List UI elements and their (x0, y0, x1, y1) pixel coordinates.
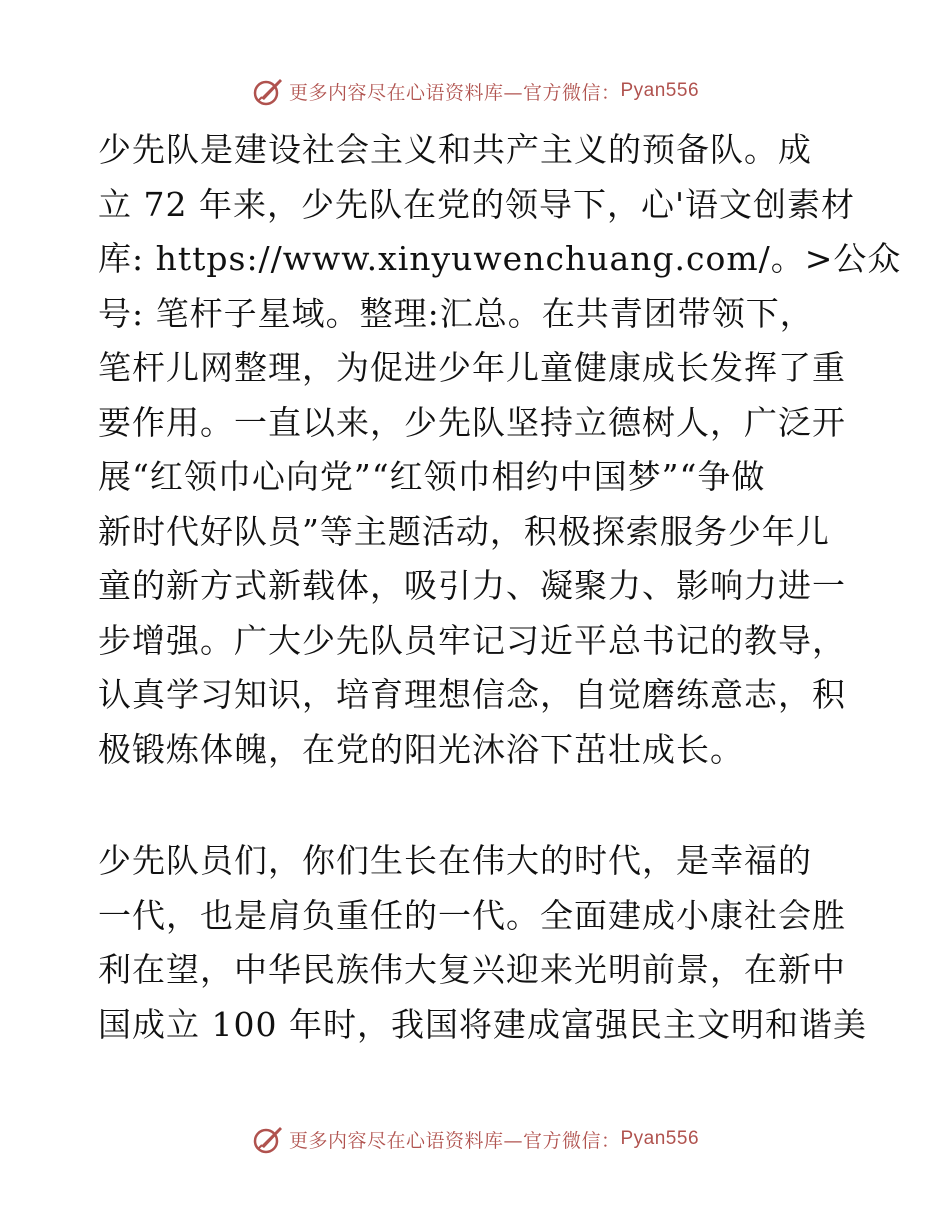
text-line: 一代，也是肩负重任的一代。全面建成小康社会胜 (98, 895, 846, 935)
text-line: 展“红领巾心向党”“红领巾相约中国梦”“争做 (98, 457, 766, 496)
text-line: 极锻炼体魄，在党的阳光沐浴下茁壮成长。 (98, 729, 744, 769)
text-line: 步增强。广大少先队员牢记习近平总书记的教导， (98, 620, 846, 660)
paragraph-2 (98, 834, 867, 1052)
paragraph-1 (98, 123, 902, 777)
footer-watermark (0, 1119, 950, 1159)
watermark-text: 更多内容尽在心语资料库—官方微信： (288, 1129, 621, 1152)
quill-logo-icon (251, 1122, 285, 1156)
text-line: 新时代好队员”等主题活动，积极探索服务少年儿 (98, 511, 830, 551)
text-line: 要作用。一直以来，少先队坚持立德树人，广泛开 (98, 402, 846, 442)
text-line: 笔杆儿网整理，为促进少年儿童健康成长发挥了重 (98, 348, 846, 387)
text-line: 国成立 100 年时，我国将建成富强民主文明和谐美 (98, 1004, 867, 1044)
watermark-handle: Pyan556 (620, 1128, 700, 1149)
watermark-text: 更多内容尽在心语资料库—官方微信： (288, 81, 621, 104)
text-line: 库: https://www.xinyuwenchuang.com/。>公众 (98, 239, 902, 278)
text-line: 认真学习知识，培育理想信念，自觉磨练意志，积 (98, 675, 846, 714)
text-line: 少先队是建设社会主义和共产主义的预备队。成 (98, 130, 812, 169)
quill-logo-icon (251, 74, 285, 108)
text-line: 立 72 年来，少先队在党的领导下，心'语文创素材 (98, 184, 856, 224)
header-watermark (0, 71, 950, 111)
text-line: 童的新方式新载体，吸引力、凝聚力、影响力进一 (98, 566, 846, 605)
watermark-handle: Pyan556 (620, 80, 700, 101)
text-line: 少先队员们，你们生长在伟大的时代，是幸福的 (98, 841, 812, 880)
text-line: 利在望，中华民族伟大复兴迎来光明前景，在新中 (98, 950, 846, 989)
text-line: 号: 笔杆子星域。整理:汇总。在共青团带领下， (98, 293, 814, 333)
